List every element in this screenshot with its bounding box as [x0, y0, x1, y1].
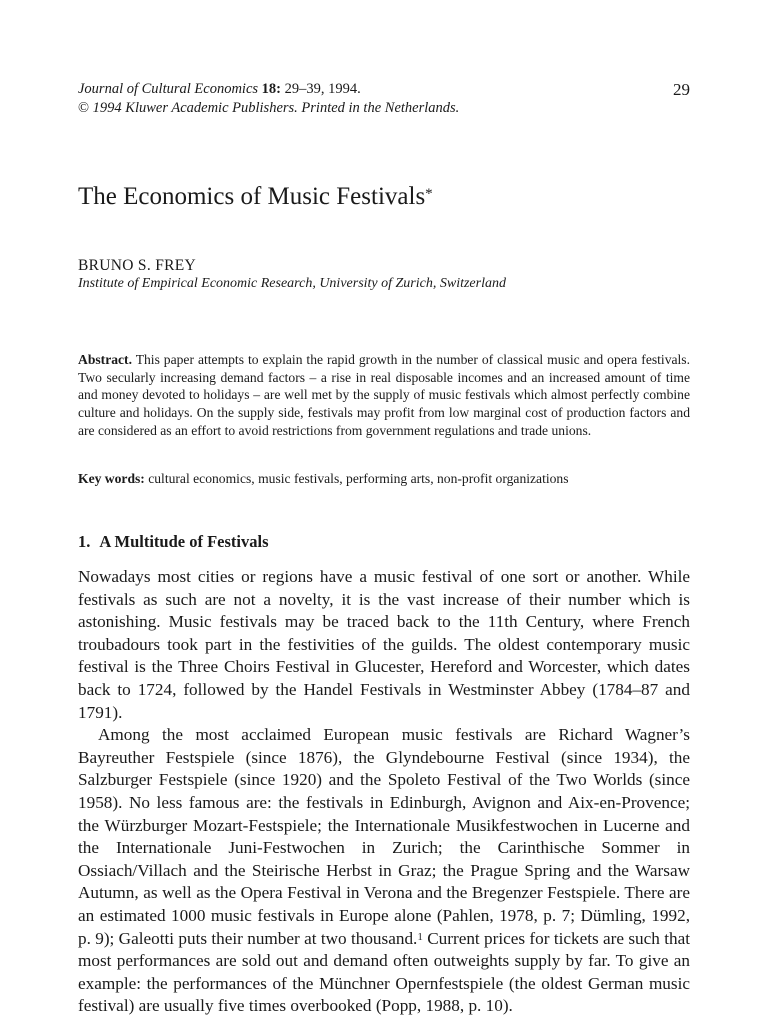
abstract-text: This paper attempts to explain the rapid growth in the number of classical music and opera festivals. Two secularly increasing demand factors – a rise in real disposable incomes and an increased amount of time and money devoted to holidays – are well met by the supply of music festivals which almost perfectly combine culture and holidays. On the supply side, festivals may profit from low marginal cost of production factors and are considered as an effort to avoid restrictions from government regulations and trade unions. — [78, 352, 690, 438]
page-number: 29 — [673, 80, 690, 99]
journal-name: Journal of Cultural Economics — [78, 81, 259, 97]
journal-pages: 29–39, 1994. — [281, 81, 361, 97]
section-heading — [78, 532, 269, 552]
paragraph-2 — [78, 724, 690, 1018]
copyright-text: 1994 Kluwer Academic Publishers. Printed in the Netherlands. — [89, 100, 460, 116]
article-title-text: The Economics of Music Festivals — [78, 183, 426, 210]
section-number: 1. — [78, 532, 91, 551]
keywords-label: Key words: — [78, 471, 145, 486]
article-title — [78, 182, 433, 212]
section-title: A Multitude of Festivals — [99, 532, 269, 551]
footnote-ref-1[interactable]: 1 — [417, 930, 423, 943]
paragraph-1: Nowadays most cities or regions have a music festival of one sort or another. While festivals as such are not a novelty, it is the vast increase of their number which is astonishing. Music festivals may be traced back to the 11th Century, where French troubadours took part in the festivities of the guilds. The oldest contemporary music festival is the Three Choirs Festival in Glucester, Hereford and Worcester, which dates back to 1724, followed by the Handel Festivals in Westminster Abbey (1784–87 and 1791). — [78, 567, 690, 722]
abstract-label: Abstract. — [78, 352, 132, 367]
abstract — [78, 351, 690, 440]
paragraph-2-part-2: Current prices for tickets are such that most performances are sold out and demand often outweights supply by far. To give an example: the performances of the Münchner Opernfestspiele (the oldest German music festival) are usually five times overbooked (Popp, 1988, p. 10). — [78, 928, 690, 1016]
body-text — [78, 566, 690, 1018]
title-footnote-mark: * — [425, 186, 433, 202]
author-affiliation: Institute of Empirical Economic Research, University of Zurich, Switzerland — [78, 276, 506, 291]
keywords — [78, 470, 690, 488]
journal-citation — [78, 80, 690, 99]
author-name: BRUNO S. FREY — [78, 257, 197, 274]
journal-volume: 18: — [261, 81, 282, 97]
keywords-text: cultural economics, music festivals, performing arts, non-profit organizations — [144, 471, 569, 486]
journal-header — [78, 80, 690, 118]
copyright-notice — [78, 99, 690, 118]
copyright-symbol: © — [78, 100, 90, 116]
paragraph-2-part-1: Among the most acclaimed European music festivals are Richard Wagner’s Bayreuther Festspiele (since 1876), the Glyndebourne Festival (since 1934), the Salzburger Festspiele (since 1920) and the Spoleto Festival of the Two Worlds (since 1958). No less famous are: the festivals in Edinburgh, Avignon and Aix-en-Provence; the Würzburger Mozart-Festspiele; the Internationale Musikfestwochen in Lucerne and the Internationale Juni-Festwochen in Zurich; the Carinthische Sommer in Ossiach/Villach and the Steirische Herbst in Graz; the Prague Spring and the Warsaw Autumn, as well as the Opera Festival in Verona and the Bregenzer Festspiele. There are an estimated 1000 music festivals in Europe alone (Pahlen, 1978, p. 7; Dümling, 1992, p. 9); Galeotti puts their number at two thousand. — [78, 725, 690, 948]
